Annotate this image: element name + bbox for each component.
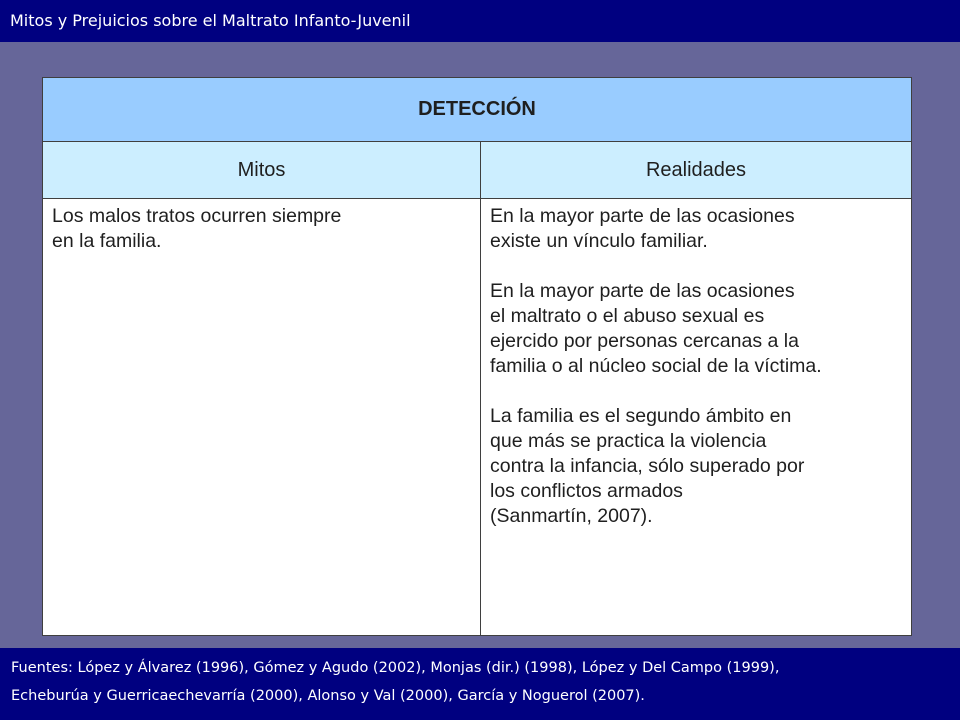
reality-line: La familia es el segundo ámbito en: [490, 405, 792, 427]
reality-line: En la mayor parte de las ocasiones: [490, 280, 795, 302]
reality-line: ejercido por personas cercanas a la: [490, 330, 799, 352]
reality-line: familia o al núcleo social de la víctima.: [490, 355, 822, 377]
detection-table: [42, 77, 912, 636]
column-header-myths: Mitos: [43, 142, 481, 198]
reality-paragraph: [490, 279, 905, 379]
myth-line: Los malos tratos ocurren siempre: [52, 205, 342, 227]
table-heading: DETECCIÓN: [418, 98, 536, 120]
column-header-realities: Realidades: [645, 158, 747, 181]
reality-paragraph: [490, 404, 905, 529]
slide-title: Mitos y Prejuicios sobre el Maltrato Infanto-Juvenil: [10, 11, 411, 30]
sources-line: Echeburúa y Guerricaechevarría (2000), Alonso y Val (2000), García y Noguerol (2007).: [11, 688, 645, 704]
reality-line: En la mayor parte de las ocasiones: [490, 205, 795, 227]
table-heading-row: [43, 78, 911, 142]
reality-line: existe un vínculo familiar.: [490, 230, 708, 252]
realities-cell: [481, 199, 911, 635]
sources-line: Fuentes: López y Álvarez (1996), Gómez y Agudo (2002), Monjas (dir.) (1998), López y Del Campo (1999),: [11, 660, 780, 676]
reality-paragraph: [490, 204, 905, 254]
reality-line: que más se practica la violencia: [490, 430, 767, 452]
title-bar: [0, 0, 960, 42]
reality-line: el maltrato o el abuso sexual es: [490, 305, 765, 327]
myths-cell: [43, 199, 481, 635]
reality-line: (Sanmartín, 2007).: [490, 505, 653, 527]
table-body-row: [43, 199, 911, 635]
sources-footer: [0, 648, 960, 720]
reality-line: contra la infancia, sólo superado por: [490, 455, 805, 477]
myth-line: en la familia.: [52, 230, 162, 252]
column-header-row: [43, 142, 911, 199]
myth-paragraph: [52, 204, 472, 254]
reality-line: los conflictos armados: [490, 480, 683, 502]
